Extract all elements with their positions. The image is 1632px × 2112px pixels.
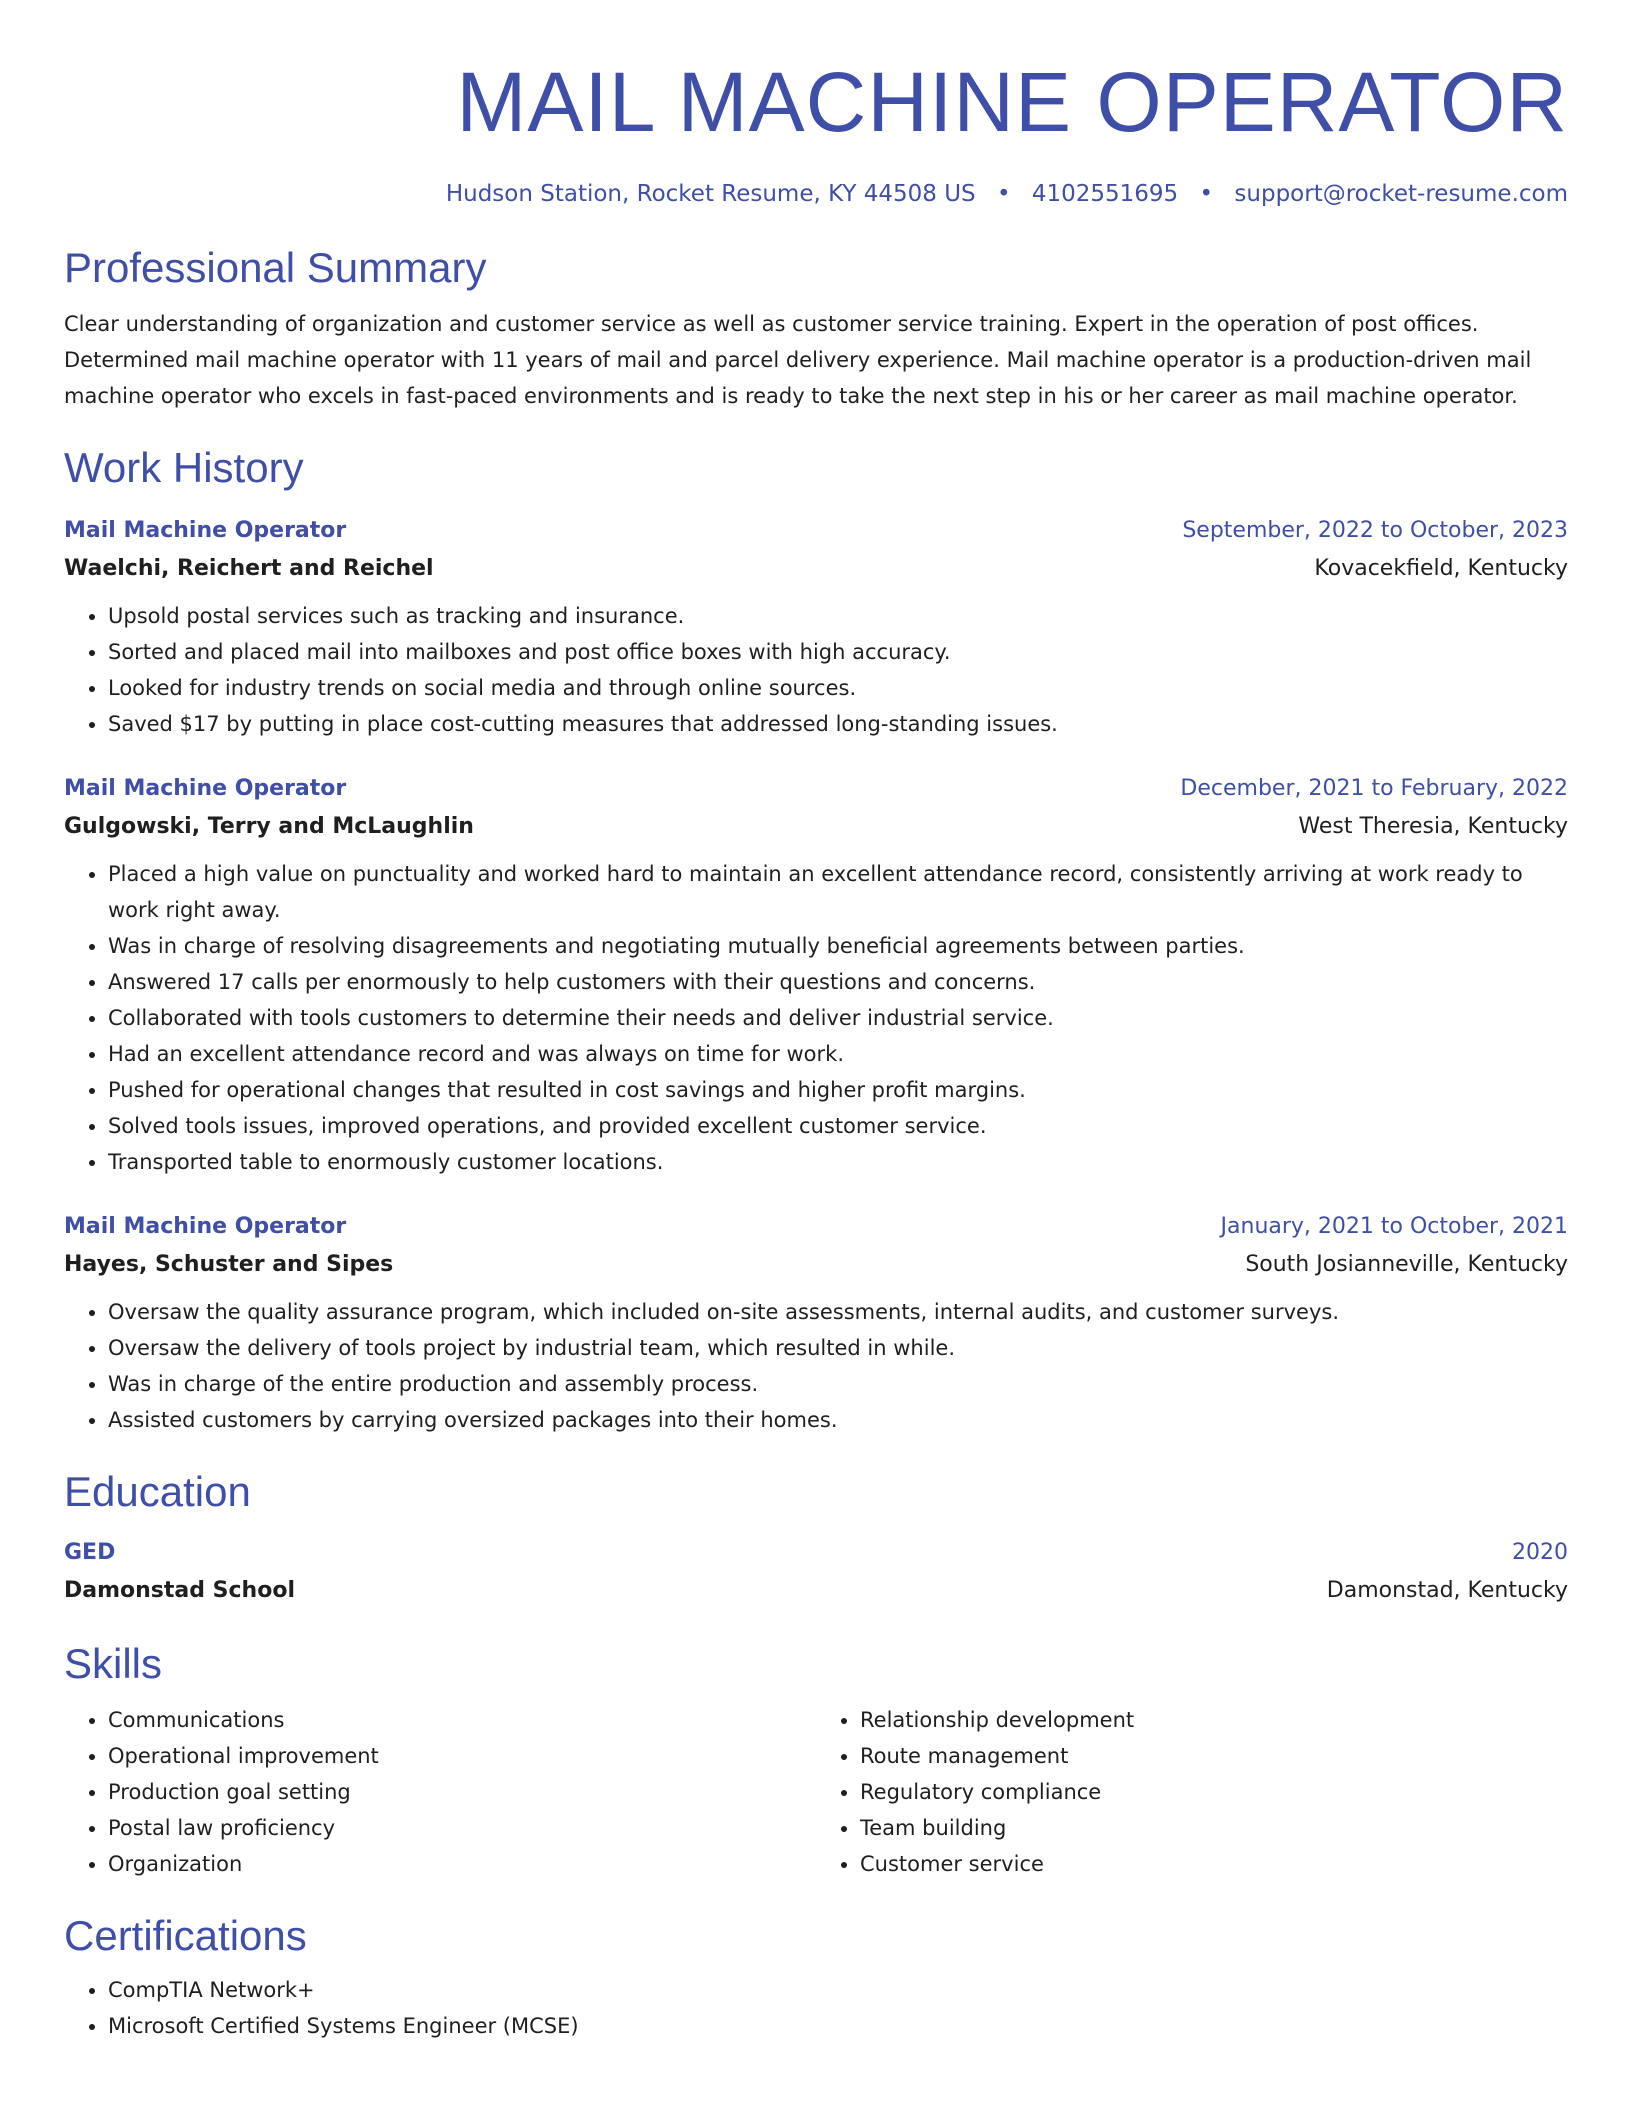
work-history-heading: Work History bbox=[64, 444, 304, 491]
skills-column-left bbox=[64, 1702, 816, 1882]
job-title: Mail Machine Operator bbox=[64, 776, 347, 801]
skill-item: • Relationship development bbox=[860, 1702, 1568, 1738]
job-entry bbox=[64, 512, 1568, 742]
skill-item: • Production goal setting bbox=[108, 1774, 816, 1810]
contact-separator: • bbox=[996, 181, 1011, 207]
education-degree: GED bbox=[64, 1540, 116, 1565]
job-bullet: • Upsold postal services such as tracking and insurance. bbox=[108, 598, 1568, 634]
job-bullet: • Assisted customers by carrying oversized packages into their homes. bbox=[108, 1402, 1568, 1438]
job-bullet: • Oversaw the quality assurance program, which included on-site assessments, internal audits, and customer surveys. bbox=[108, 1294, 1568, 1330]
skill-item: • Team building bbox=[860, 1810, 1568, 1846]
contact-phone: 4102551695 bbox=[1031, 181, 1179, 207]
contact-line bbox=[64, 178, 1568, 210]
skill-item: • Postal law proficiency bbox=[108, 1810, 816, 1846]
summary-text: Clear understanding of organization and customer service as well as customer service training. Expert in the operation of post offices. Determined mail machine operator with 11 years of mail and parcel delivery experience. Mail machine operator is a production-driven mail machine operator who excels in fast-paced environments and is ready to take the next step in his or her career as mail machine operator. bbox=[64, 312, 1532, 408]
education-entry bbox=[64, 1534, 1568, 1610]
certifications-list bbox=[64, 1972, 1568, 2044]
certification-item: • Microsoft Certified Systems Engineer (MCSE) bbox=[108, 2008, 1568, 2044]
skill-item: • Operational improvement bbox=[108, 1738, 816, 1774]
job-company: Gulgowski, Terry and McLaughlin bbox=[64, 814, 474, 839]
job-bullet: • Pushed for operational changes that resulted in cost savings and higher profit margins. bbox=[108, 1072, 1568, 1108]
contact-address: Hudson Station, Rocket Resume, KY 44508 US bbox=[445, 181, 976, 207]
job-bullet: • Oversaw the delivery of tools project by industrial team, which resulted in while. bbox=[108, 1330, 1568, 1366]
contact-separator: • bbox=[1199, 181, 1214, 207]
job-location: West Theresia, Kentucky bbox=[1298, 814, 1568, 839]
job-bullet: • Was in charge of the entire production and assembly process. bbox=[108, 1366, 1568, 1402]
certifications-heading: Certifications bbox=[64, 1912, 307, 1959]
skill-item: • Customer service bbox=[860, 1846, 1568, 1882]
job-bullets bbox=[64, 856, 1568, 1180]
job-bullet: • Saved $17 by putting in place cost-cutting measures that addressed long-standing issues. bbox=[108, 706, 1568, 742]
job-entry bbox=[64, 1208, 1568, 1438]
contact-email[interactable]: support@rocket-resume.com bbox=[1234, 181, 1568, 207]
candidate-name: MAIL MACHINE OPERATOR bbox=[456, 55, 1568, 149]
job-bullet: • Placed a high value on punctuality and worked hard to maintain an excellent attendance record, consistently arriving at work ready to work right away. bbox=[108, 856, 1568, 928]
job-bullet: • Solved tools issues, improved operations, and provided excellent customer service. bbox=[108, 1108, 1568, 1144]
job-dates: January, 2021 to October, 2021 bbox=[1220, 1214, 1568, 1239]
job-bullet: • Transported table to enormously customer locations. bbox=[108, 1144, 1568, 1180]
skill-item: • Communications bbox=[108, 1702, 816, 1738]
job-bullets bbox=[64, 1294, 1568, 1438]
job-bullet: • Had an excellent attendance record and was always on time for work. bbox=[108, 1036, 1568, 1072]
job-bullet: • Answered 17 calls per enormously to help customers with their questions and concerns. bbox=[108, 964, 1568, 1000]
job-title: Mail Machine Operator bbox=[64, 1214, 347, 1239]
certification-item: • CompTIA Network+ bbox=[108, 1972, 1568, 2008]
skills-heading: Skills bbox=[64, 1640, 163, 1687]
job-title: Mail Machine Operator bbox=[64, 518, 347, 543]
job-bullet: • Collaborated with tools customers to determine their needs and deliver industrial service. bbox=[108, 1000, 1568, 1036]
job-location: Kovacekfield, Kentucky bbox=[1314, 556, 1568, 581]
job-company: Hayes, Schuster and Sipes bbox=[64, 1252, 394, 1277]
education-year: 2020 bbox=[1512, 1540, 1568, 1565]
skills-column-right bbox=[816, 1702, 1568, 1882]
job-bullets bbox=[64, 598, 1568, 742]
job-entry bbox=[64, 770, 1568, 1180]
job-bullet: • Was in charge of resolving disagreements and negotiating mutually beneficial agreements between parties. bbox=[108, 928, 1568, 964]
summary-heading: Professional Summary bbox=[64, 244, 487, 291]
job-bullet: • Sorted and placed mail into mailboxes and post office boxes with high accuracy. bbox=[108, 634, 1568, 670]
skill-item: • Regulatory compliance bbox=[860, 1774, 1568, 1810]
skill-item: • Route management bbox=[860, 1738, 1568, 1774]
education-location: Damonstad, Kentucky bbox=[1326, 1578, 1568, 1603]
job-location: South Josianneville, Kentucky bbox=[1245, 1252, 1568, 1277]
skill-item: • Organization bbox=[108, 1846, 816, 1882]
job-company: Waelchi, Reichert and Reichel bbox=[64, 556, 434, 581]
education-heading: Education bbox=[64, 1468, 251, 1515]
education-school: Damonstad School bbox=[64, 1578, 295, 1603]
job-dates: December, 2021 to February, 2022 bbox=[1180, 776, 1568, 801]
job-dates: September, 2022 to October, 2023 bbox=[1182, 518, 1568, 543]
job-bullet: • Looked for industry trends on social media and through online sources. bbox=[108, 670, 1568, 706]
skills-list bbox=[64, 1702, 1568, 1882]
